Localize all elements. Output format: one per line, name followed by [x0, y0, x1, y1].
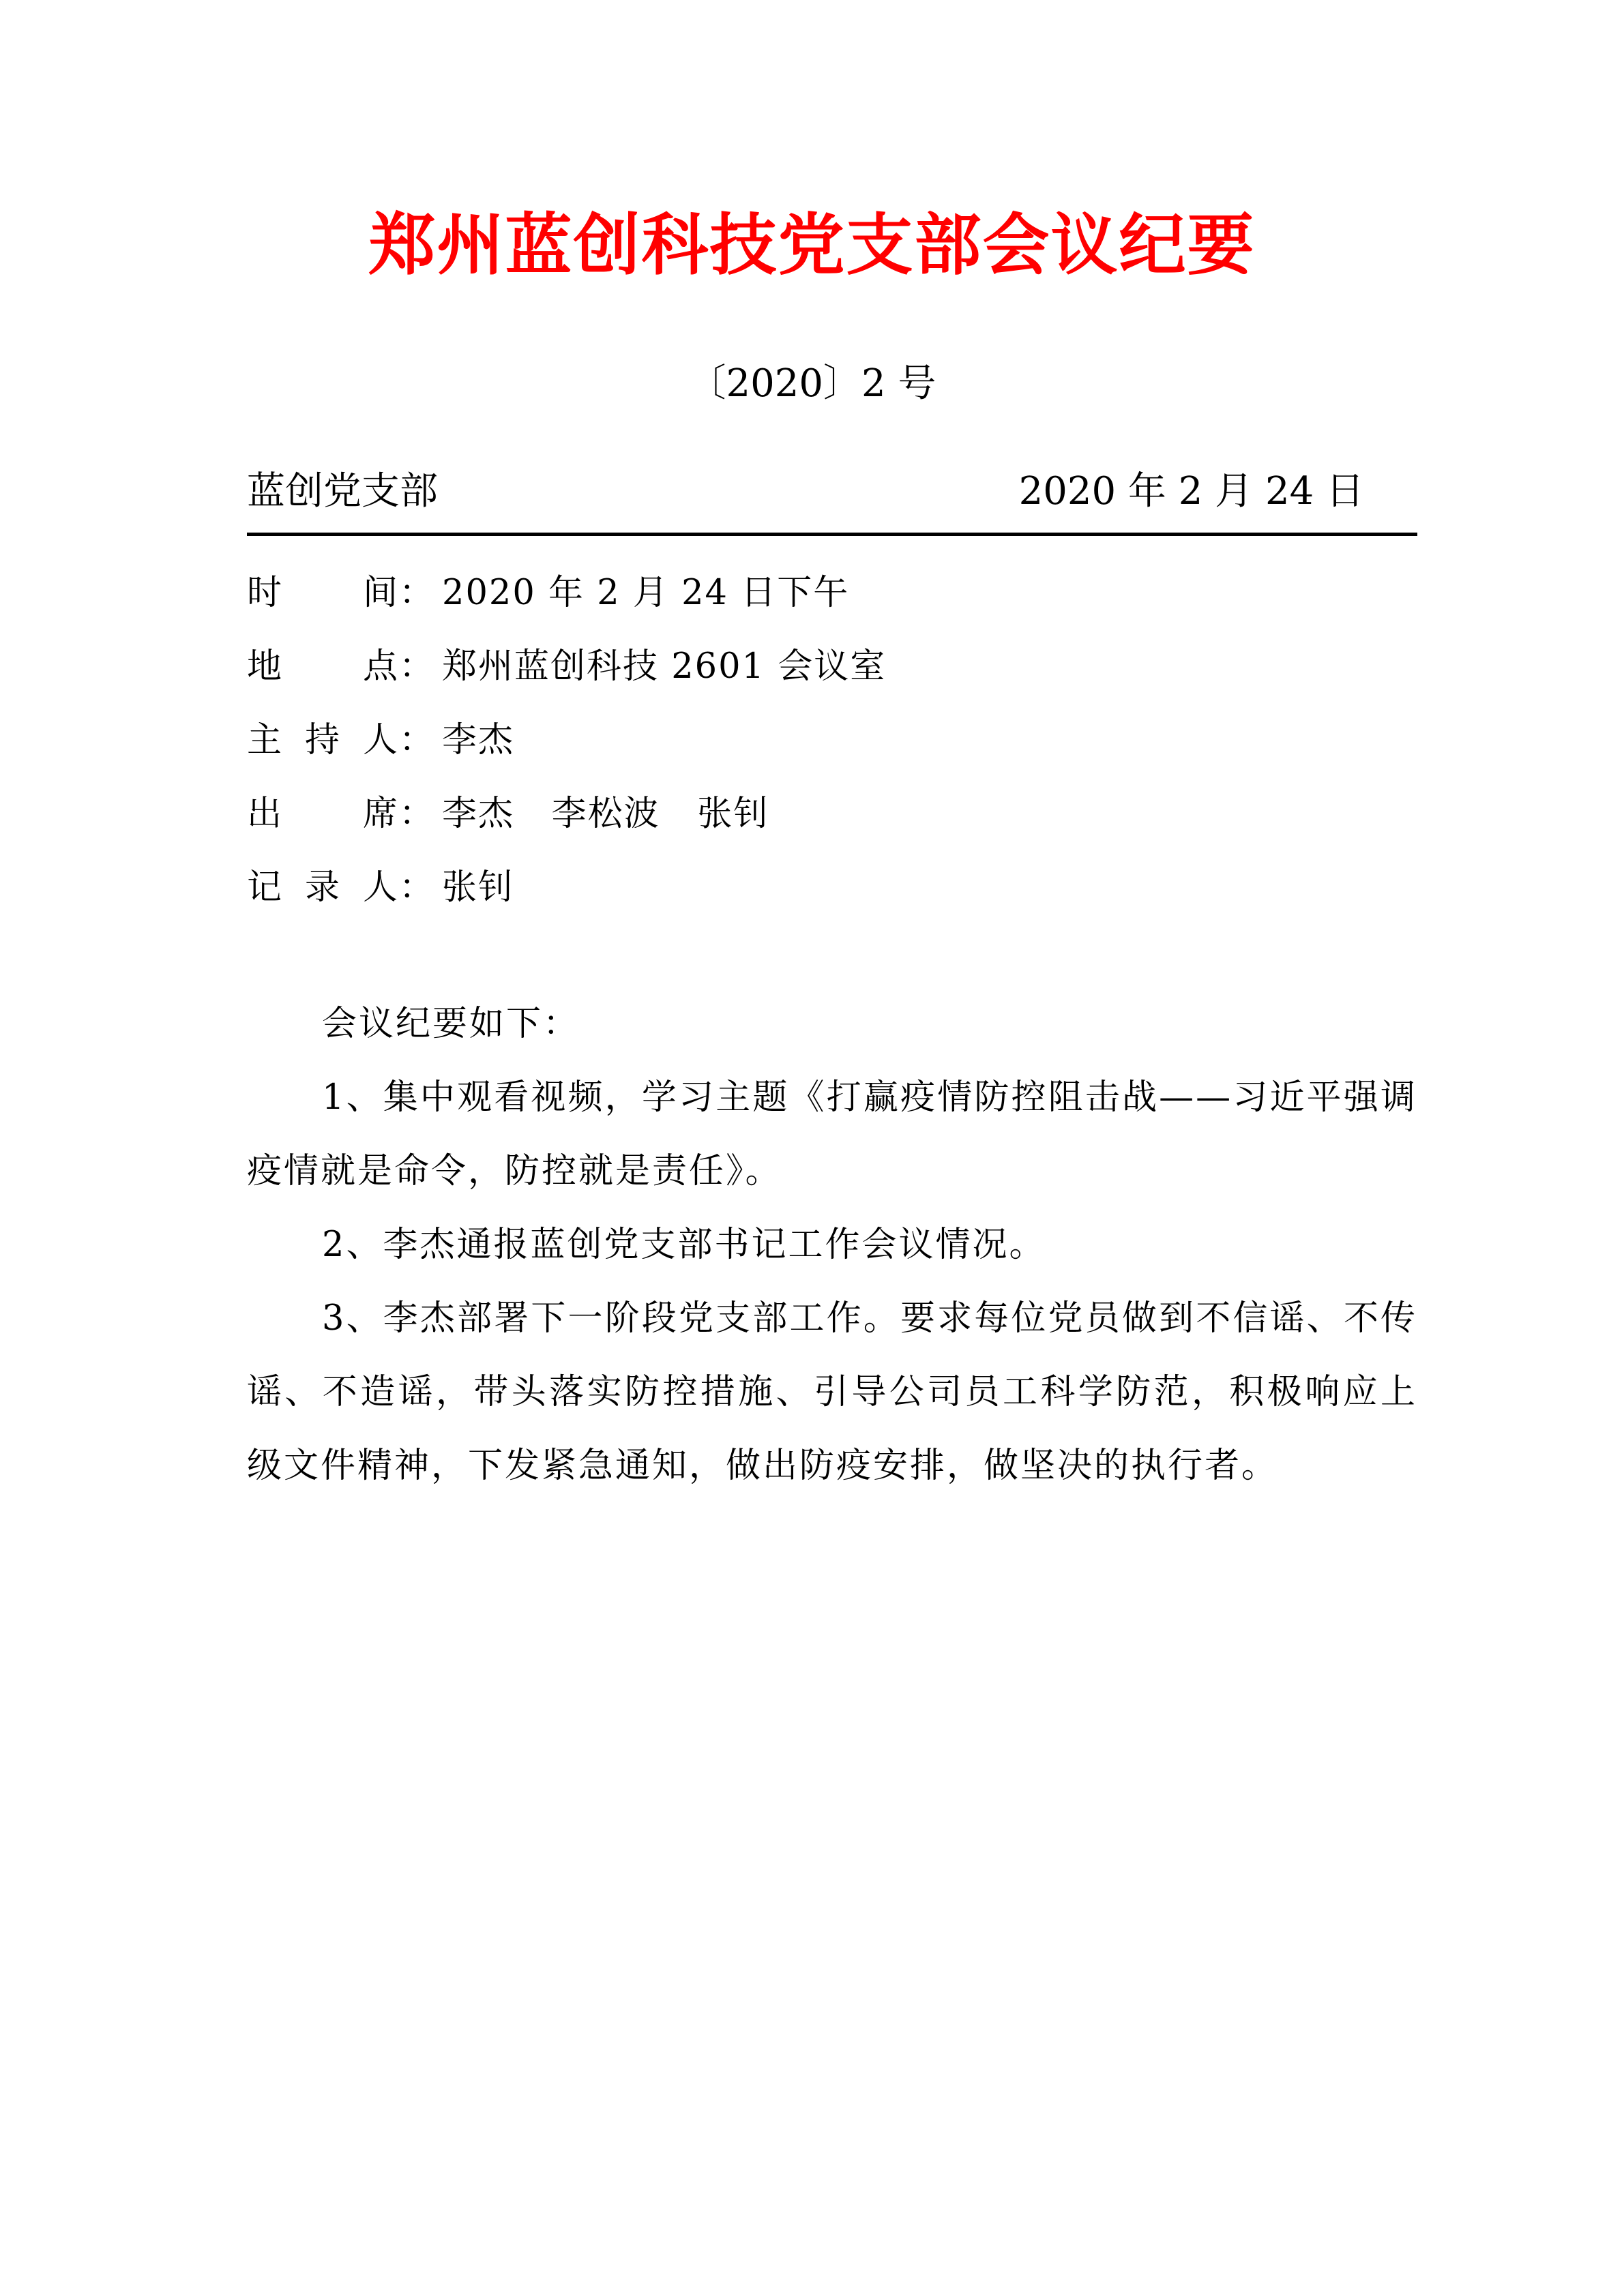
page-title: 郑州蓝创科技党支部会议纪要: [368, 207, 1256, 284]
meta-label: [247, 711, 435, 762]
meta-label-char: 地: [247, 646, 284, 687]
header-divider: [247, 533, 1417, 536]
meta-value-location: 郑州蓝创科技 2601 会议室: [442, 646, 887, 687]
meta-label-char: 持: [304, 720, 341, 760]
issuer: 蓝创党支部: [247, 469, 438, 513]
meta-label: [247, 785, 435, 835]
minutes-item: 1、集中观看视频，学习主题《打赢疫情防控阻击战——习近平强调疫情就是命令，防控就是责任》。: [247, 1077, 1417, 1191]
meta-label-char: 点：: [362, 646, 435, 687]
meta-row-attendees: [247, 773, 1417, 847]
meta-label-char: 主: [247, 720, 284, 760]
meta-label-char: 人：: [362, 867, 435, 908]
meta-label-char: 席：: [362, 794, 435, 834]
meta-label: [247, 859, 435, 909]
meta-row-location: [247, 626, 1417, 700]
meta-value-time: 2020 年 2 月 24 日下午: [442, 573, 850, 613]
meta-row-recorder: [247, 847, 1417, 921]
meta-label-char: 记: [247, 867, 284, 908]
meta-label-char: 人：: [362, 720, 435, 760]
meta-label-char: 间：: [362, 573, 435, 613]
minutes-item: 2、李杰通报蓝创党支部书记工作会议情况。: [322, 1225, 1046, 1265]
minutes-body: [247, 987, 1417, 1503]
meta-label: [247, 638, 435, 688]
minutes-item: 3、李杰部署下一阶段党支部工作。要求每位党员做到不信谣、不传谣、不造谣，带头落实防控措施、引导公司员工科学防范，积极响应上级文件精神，下发紧急通知，做出防疫安排，做坚决的执行者。: [247, 1298, 1417, 1486]
meta-label: [247, 564, 435, 614]
meta-value-attendees: 李杰 李松波 张钊: [442, 794, 770, 834]
document-number: 〔2020〕2 号: [688, 361, 936, 406]
meta-row-time: [247, 552, 1417, 626]
meta-label-char: 录: [304, 867, 341, 908]
meta-value-host: 李杰: [442, 720, 515, 760]
meeting-info: [247, 552, 1417, 921]
meta-value-recorder: 张钊: [442, 867, 515, 908]
meta-label-char: 出: [247, 794, 284, 834]
meta-row-host: [247, 700, 1417, 773]
minutes-intro: 会议纪要如下：: [322, 1004, 580, 1044]
meta-label-char: 时: [247, 573, 284, 613]
issue-date: 2020 年 2 月 24 日: [1018, 469, 1364, 513]
